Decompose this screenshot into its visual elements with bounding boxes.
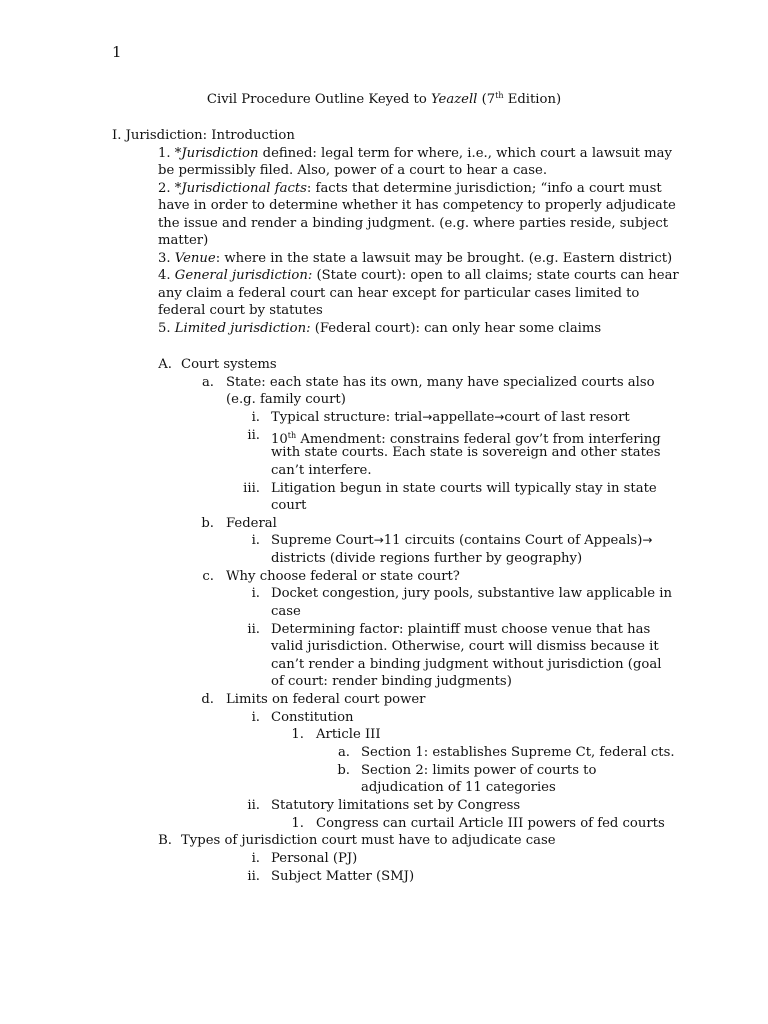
outline-marker-b-upper-ii: ii.	[247, 869, 260, 884]
definition-2-line-1: 2. *Jurisdictional facts: facts that determine jurisdiction; “info a court must	[158, 181, 662, 196]
outline-marker-a-upper: A.	[158, 357, 172, 372]
outline-d-i-constitution: Constitution	[271, 710, 354, 725]
outline-marker-d-i-1-b: b.	[337, 763, 350, 778]
outline-marker-b-lower: b.	[201, 516, 214, 531]
outline-d-limits: Limits on federal court power	[226, 692, 426, 707]
outline-c-ii-line-4: of court: render binding judgments)	[271, 674, 512, 689]
outline-d-i-1-article-iii: Article III	[316, 727, 381, 742]
outline-b-federal: Federal	[226, 516, 277, 531]
outline-d-ii-statutory: Statutory limitations set by Congress	[271, 798, 521, 813]
document-title	[0, 91, 768, 107]
outline-section-1: Section 1: establishes Supreme Ct, federal cts.	[361, 745, 675, 760]
outline-b-i-line-2: districts (divide regions further by geography)	[271, 551, 583, 566]
outline-marker-c-i: i.	[251, 586, 260, 601]
title-prefix: Civil Procedure Outline Keyed to	[206, 92, 431, 107]
outline-b-i-line-1: Supreme Court→11 circuits (contains Court of Appeals)→	[271, 533, 653, 548]
outline-a-i-typical-structure: Typical structure: trial→appellate→court of last resort	[271, 410, 630, 425]
outline-marker-d-lower: d.	[201, 692, 214, 707]
outline-d-ii-1-congress: Congress can curtail Article III powers of fed courts	[316, 816, 665, 831]
outline-c-ii-line-1: Determining factor: plaintiff must choose venue that has	[271, 622, 651, 637]
outline-section-2-line-1: Section 2: limits power of courts to	[361, 763, 597, 778]
right-arrow-icon: →	[373, 533, 384, 547]
outline-marker-c-ii: ii.	[247, 622, 260, 637]
outline-c-ii-line-3: can’t render a binding judgment without jurisdiction (goal	[271, 657, 662, 672]
outline-b-types-of-jurisdiction: Types of jurisdiction court must have to adjudicate case	[181, 833, 556, 848]
outline-personal-jurisdiction: Personal (PJ)	[271, 851, 358, 866]
outline-c-ii-line-2: valid jurisdiction. Otherwise, court will dismiss because it	[271, 639, 659, 654]
definition-1-line-2: be permissibly filed. Also, power of a court to hear a case.	[158, 163, 548, 178]
outline-subject-matter-jurisdiction: Subject Matter (SMJ)	[271, 869, 415, 884]
outline-marker-b-i: i.	[251, 533, 260, 548]
definition-2-line-2: have in order to determine whether it has competency to properly adjudicate	[158, 198, 676, 213]
right-arrow-icon: →	[422, 410, 433, 424]
outline-c-why-choose: Why choose federal or state court?	[226, 569, 460, 584]
outline-a-ii-line-3: can’t interfere.	[271, 463, 372, 478]
definition-2-line-3: the issue and render a binding judgment. (e.g. where parties reside, subject	[158, 216, 669, 231]
outline-marker-d-i-1-a: a.	[337, 745, 350, 760]
outline-marker-b-upper: B.	[158, 833, 172, 848]
outline-a-iii-line-1: Litigation begun in state courts will typically stay in state	[271, 481, 657, 496]
outline-marker-d-i: i.	[251, 710, 260, 725]
definition-3-line-1: 3. Venue: where in the state a lawsuit may be brought. (e.g. Eastern district)	[158, 251, 673, 266]
outline-marker-d-i-1: 1.	[291, 727, 304, 742]
outline-marker-a-ii: ii.	[247, 428, 260, 443]
outline-a-court-systems: Court systems	[181, 357, 277, 372]
outline-marker-a-lower: a.	[201, 375, 214, 390]
definition-1-line-1: 1. *Jurisdiction defined: legal term for where, i.e., which court a lawsuit may	[158, 146, 672, 161]
outline-marker-d-ii-1: 1.	[291, 816, 304, 831]
outline-c-i-line-2: case	[271, 604, 301, 619]
page-number: 1	[112, 43, 122, 61]
right-arrow-icon: →	[494, 410, 505, 424]
outline-marker-c-lower: c.	[202, 569, 214, 584]
definition-4-line-1: 4. General jurisdiction: (State court): open to all claims; state courts can hear	[158, 268, 679, 283]
outline-marker-a-i: i.	[251, 410, 260, 425]
outline-section-2-line-2: adjudication of 11 categories	[361, 780, 556, 795]
outline-marker-a-iii: iii.	[243, 481, 260, 496]
title-book: Yeazell	[430, 92, 478, 107]
title-paren: (7	[477, 92, 496, 107]
outline-a-state-line-1: State: each state has its own, many have specialized courts also	[226, 375, 655, 390]
outline-a-iii-line-2: court	[271, 498, 307, 513]
right-arrow-icon: →	[642, 533, 653, 547]
outline-a-state-line-2: (e.g. family court)	[226, 392, 346, 407]
outline-marker-d-ii: ii.	[247, 798, 260, 813]
outline-c-i-line-1: Docket congestion, jury pools, substantive law applicable in	[271, 586, 673, 601]
definition-4-line-3: federal court by statutes	[158, 303, 323, 318]
section-heading-i: I. Jurisdiction: Introduction	[112, 128, 295, 143]
outline-a-ii-line-2: with state courts. Each state is sovereign and other states	[271, 445, 661, 460]
definition-4-line-2: any claim a federal court can hear except for particular cases limited to	[158, 286, 640, 301]
definition-2-line-4: matter)	[158, 233, 209, 248]
title-suffix: Edition)	[503, 92, 562, 107]
title-superscript: th	[495, 91, 504, 100]
outline-marker-b-upper-i: i.	[251, 851, 260, 866]
definition-5-line-1: 5. Limited jurisdiction: (Federal court): can only hear some claims	[158, 321, 602, 336]
outline-a-ii-line-1: 10th Amendment: constrains federal gov’t from interfering	[271, 431, 661, 447]
